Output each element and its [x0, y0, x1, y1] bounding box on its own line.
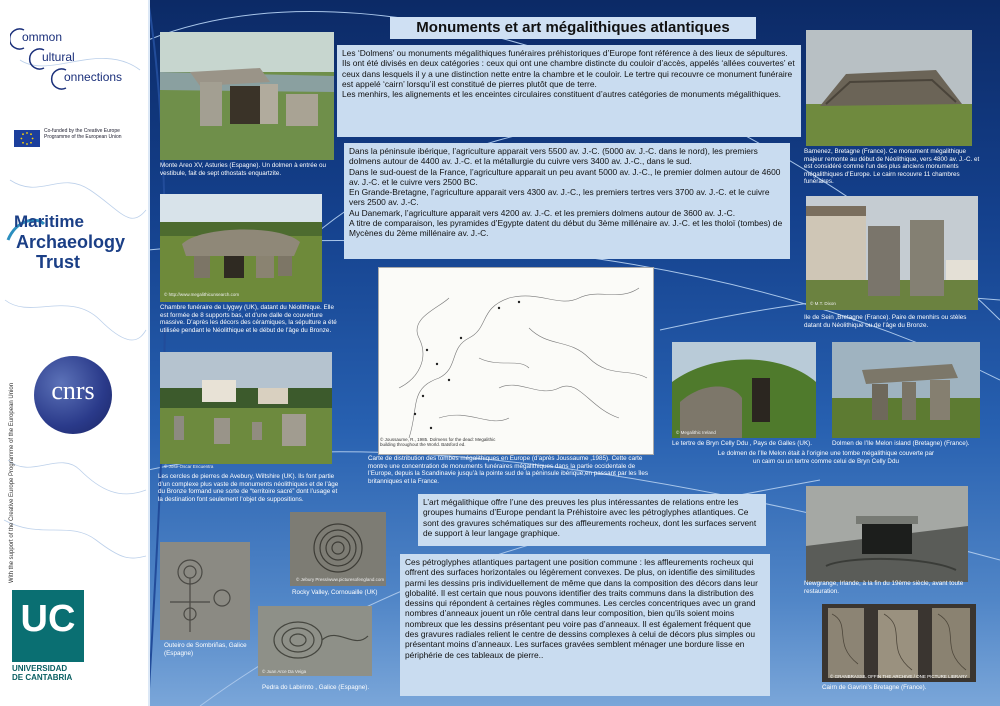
uc-name-line-2: DE CANTABRIA [12, 673, 73, 682]
credit-bryn-celly-ddu: © Megalithic Ireland [676, 430, 716, 435]
cnrs-logo [34, 356, 112, 434]
map-megalithic-tombs [378, 267, 654, 455]
caption-newgrange: Newgrange, Irlande, à la fin du 19ème siècle, avant toute restauration. [804, 580, 964, 595]
photo-ile-de-sein [806, 196, 978, 310]
credit-gavrinis: © GRANBRASSIL OFFIN THE ARCHIVE / ONE PICTURE LIBRARY [830, 674, 968, 679]
caption-ile-melon: Dolmen de l’Ile Melon island (Bretagne) (France). [832, 440, 970, 447]
photo-barnenez [806, 30, 972, 146]
uc-name-line-1: UNIVERSIDAD [12, 664, 68, 673]
credit-pedra-labirinto: © Juan Arce Da Veiga [262, 669, 307, 674]
chronology-line: Au Danemark, l’agriculture apparait vers 4200 av. J.-C. et les premiers dolmens autour de 3600 av. J.-C. [349, 207, 736, 218]
credit-rocky-valley: © Jebury Press/www.picturesofengland.com [296, 577, 385, 582]
intro-text-box [337, 45, 801, 137]
photo-monte-areo [160, 32, 334, 160]
photo-outeiro [160, 542, 250, 640]
support-vertical-text: With the support of the Creative Europe Programme of the European Union [9, 382, 15, 583]
mat-line-2: Archaeology [16, 232, 126, 252]
intro-paragraph-2: Les menhirs, les alignements et les enceintes circulaires constituent d’autres catégories de monuments mégalithiques. [342, 89, 781, 100]
caption-map: Carte de distribution des tombes mégalithiques en Europe (d’après Joussaume ,1985). Cette carte montre une concentration de monuments funéraires mégalithiques dans la partie occidentale de l’Europe, depuis la Scandinavie jusqu’à la pointe sud de la péninsule ibérique,en passant par les îles britanniques et la France. [368, 455, 649, 485]
caption-bryn-celly-ddu: Le tertre de Bryn Celly Ddu , Pays de Galles (UK). [672, 440, 812, 447]
page-title: Monuments et art mégalithiques atlantiques [390, 17, 756, 39]
credit-llygwy: © http://www.megalithicunsearch.com [164, 292, 240, 297]
photo-llygwy [160, 194, 322, 302]
mat-line-1: Maritime [14, 212, 84, 231]
intro-paragraph: Les ‘Dolmens’ ou monuments mégalithiques funéraires préhistoriques d’Europe font référence à des lieux de sépultures. Ils ont été divisés en deux catégories : ceux qui ont une chambre distincte du couloir d’accès, appelés ‘allées couvertes’ et ceux dans lesquels il y a une distinction nette entre la chambre et le couloir. Le tertre qui recouvre ce monument funéraire est appelé ‘cairn’ lorsqu’il est constitué de pierres plutôt que de terre. [342, 48, 795, 89]
caption-ile-melon-detail: Le dolmen de l’Ile Melon était à l’origine une tombe mégalithique couverte par un cairn ou un tertre comme celui de Bryn Celly Ddu [717, 450, 935, 465]
ccc-line-3: onnections [64, 70, 123, 84]
chronology-text-box [344, 143, 790, 259]
photo-newgrange [806, 486, 968, 582]
photo-avebury [160, 352, 332, 464]
petroglyphs-text-box [400, 554, 770, 696]
common-cultural-connections-logo [10, 26, 140, 96]
caption-monte-areo: Monte Areo XV, Asturies (Espagne). Un dolmen à entrée ou vestibule, fait de sept othostats enquartzite. [160, 162, 327, 177]
universidad-cantabria-logo [12, 590, 84, 662]
photo-gavrinis [822, 604, 976, 682]
caption-ile-de-sein: Ile de Sein ,Bretagne (France). Paire de menhirs ou stèles datant du Néolithique ou de l’âge du Bronze. [804, 314, 967, 329]
credit-ile-de-sein: © M.T. Dixon [810, 301, 836, 306]
sidebar [0, 0, 148, 706]
ccc-line-2: ultural [42, 50, 75, 64]
art-text-box [418, 494, 766, 546]
eu-text: Co-funded by the Creative Europe Programme of the European Union [44, 128, 122, 140]
caption-avebury: Les cercles de pierres de Avebury, Wiltshire (UK). Ils font partie d’un complexe plus vaste de monuments néolithiques et de l’âge du Bronze formand une sorte de “territoire sacré” dont l’usage et la destination font seulement l’objet de suppositions. [158, 473, 339, 503]
photo-pedra-labirinto [258, 606, 372, 676]
uc-letters: UC [20, 598, 76, 640]
ccc-line-1: ommon [22, 30, 63, 44]
eu-cofunded-logo [14, 128, 136, 150]
photo-ile-melon [832, 342, 980, 438]
chronology-line: Dans la péninsule ibérique, l’agriculture apparait vers 5500 av. J.-C. (5000 av. J.-C. dans le nord), les premiers dolmens autour de 4400 av. J.-C. et la métallurgie du cuivre vers 3400 av. J.-C., dans le sud. [349, 146, 758, 167]
chronology-line: Dans le sud-ouest de la France, l’agriculture apparait un peu avant 5000 av. J.-C., le premier dolmen autour de 4600 av. J.-C. et le cuivre vers 2500 BC. [349, 166, 781, 187]
photo-bryn-celly-ddu [672, 342, 816, 438]
credit-map: © Joussaume, R., 1985. Dolmens for the dead: Megalithic building throughout the World. Batsford ed. [380, 437, 496, 447]
chronology-line: En Grande-Bretagne, l’agriculture apparait vers 4300 av. J.-C., les premiers tertres vers 3700 av. J.-C. et le cuivre vers 2500 av. J.-C. [349, 187, 770, 208]
caption-barnenez: Barnenez, Bretagne (France). Ce monument mégalithique majeur remonte au début de Néolithique, vers 4800 av. J.-C. et est considéré comme l’un des plus anciens monuments mégalithiques d’Europe. Le cairn recouvre 11 chambres funéraires. [804, 148, 980, 186]
cnrs-text: cnrs [51, 376, 95, 405]
petroglyphs-paragraph: Ces pétroglyphes atlantiques partagent une position commune : les affleurements rocheux qui offrent des surfaces horizontales ou légèrement convexes. De plus, on identifie des similitudes parmi les dessins pris individuellement de même que dans la composition des décors dans leur globalité. Il est certain que nous pouvons identifier des traits communs dans la distribution des dessins qui répondent à certaines règles communes. Les cercles concentriques avec un grand nombres d’anneaux jouent un rôle central dans leur composition, bien qu’ils soient moins nombreux que les dessins présentant peu voire pas d’anneaux. Il est également fréquent que des gravures radiales relient le centre de dessins complexes à celui de décors plus simples ou présentant moins d’anneaux. Les surfaces gravées semblent ménager une bordure lisse en périphérie de ces tableaux de pierre.. [405, 557, 758, 660]
caption-rocky-valley: Rocky Valley, Cornouaille (UK) [292, 589, 378, 596]
sidebar-divider [148, 0, 150, 706]
art-paragraph: L’art mégalithique offre l’une des preuves les plus intéressantes de relations entre les groupes humains d’Europe pendant la Préhistoire avec les pétroglyphes atlantiques. Ce sont des gravures schématiques sur des affleurements rocheux, dont les surfaces servent de support à leur langage graphique. [423, 497, 757, 538]
eu-flag-icon [14, 130, 40, 147]
mat-line-3: Trust [36, 252, 81, 272]
caption-pedra-labirinto: Pedra do Labirinto , Galice (Espagne). [262, 684, 370, 691]
caption-outeiro: Outeiro de Sombriñas, Galice (Espagne) [164, 642, 247, 657]
uc-name [12, 664, 112, 682]
caption-gavrinis: Cairn de Gavrini’s Bretagne (France). [822, 684, 927, 691]
credit-avebury: © Jose-Oscar Encuentra [164, 464, 214, 469]
chronology-line: A titre de comparaison, les pyramides d’Egypte datent du début du 3ème millénaire av. J.-C. et les tholoï (tombes) de Mycènes du 2ème millénaire av. J.-C. [349, 218, 783, 239]
caption-llygwy: Chambre funéraire de Llygwy (UK), datant du Néolithique. Elle est formée de 8 supports bas, et d’une dalle de couverture massive. D’après les décors des céramiques, la sépulture a été utilisée pendant le Néolithique et le début de l’âge du Bronze. [160, 304, 337, 334]
photo-rocky-valley [290, 512, 386, 586]
maritime-archaeology-trust-logo [6, 208, 142, 274]
